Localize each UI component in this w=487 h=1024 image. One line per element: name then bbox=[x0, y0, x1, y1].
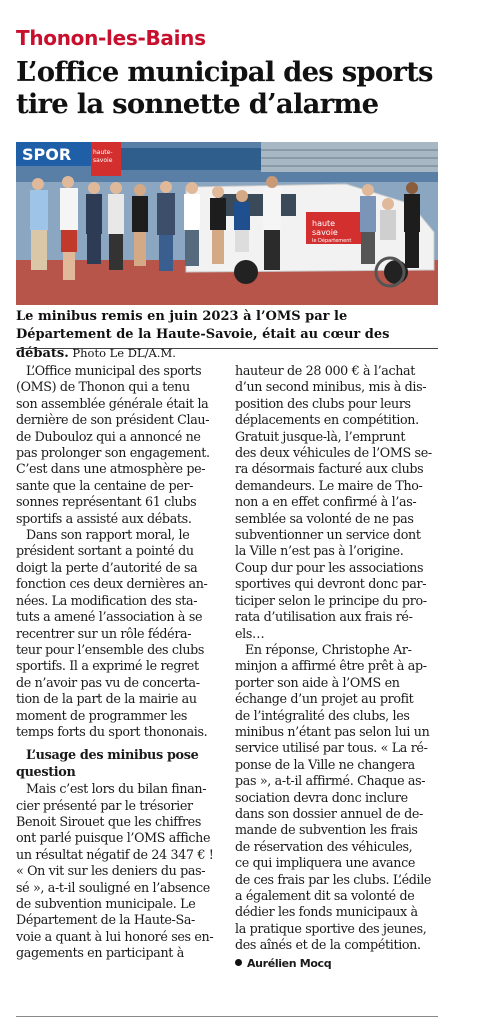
body-text-line: déplacements en compétition. bbox=[235, 412, 419, 428]
body-text-line: sé », a-t-il souligné en l’absence bbox=[16, 879, 210, 895]
body-text-line: service utilisé par tous. « La ré- bbox=[235, 740, 428, 756]
body-text-line: ticiper selon le principe du pro- bbox=[235, 592, 427, 608]
article-headline bbox=[16, 56, 476, 120]
body-text-line: voie a quant à lui honoré ses en- bbox=[16, 928, 214, 944]
body-text-line: son assemblée générale était la bbox=[16, 395, 209, 411]
photo-credit: Photo Le DL/A.M. bbox=[68, 346, 176, 360]
body-text-line: L’Office municipal des sports bbox=[26, 363, 202, 378]
section-subhead: L’usage des minibus pose bbox=[26, 748, 199, 764]
author-name: Aurélien Mocq bbox=[247, 956, 332, 970]
section-subhead: question bbox=[16, 764, 76, 780]
body-text-line: temps forts du sport thononais. bbox=[16, 723, 208, 739]
body-text-line: pas », a-t-il affirmé. Chaque as- bbox=[235, 773, 426, 789]
body-text-line: de n’avoir pas vu de concerta- bbox=[16, 674, 200, 690]
body-text-line: ponse de la Ville ne changera bbox=[235, 756, 415, 772]
body-text-line: Mais c’est lors du bilan finan- bbox=[26, 781, 207, 797]
body-text-line: els… bbox=[235, 625, 265, 641]
sign-text: savoie bbox=[93, 157, 113, 164]
body-text-line: position des clubs pour leurs bbox=[235, 395, 411, 411]
body-text-line: Benoit Sirouet que les chiffres bbox=[16, 813, 202, 829]
headline-line: L’office municipal des sports bbox=[16, 56, 433, 88]
photo-caption bbox=[16, 308, 446, 363]
body-text-line: hauteur de 28 000 € à l’achat bbox=[235, 363, 416, 378]
banner-text: SPOR bbox=[22, 145, 72, 164]
headline-line: tire la sonnette d’alarme bbox=[16, 88, 379, 120]
group-photo-illustration bbox=[16, 142, 438, 305]
body-text-line: Dans son rapport moral, le bbox=[26, 527, 190, 543]
van-text: savoie bbox=[312, 228, 338, 237]
caption-text: Le minibus remis en juin 2023 à l’OMS par le Département de la Haute-Savoie, était au cœur des débats. bbox=[16, 309, 390, 361]
paragraph-gap bbox=[16, 740, 221, 748]
body-text-line: sonnes représentant 61 clubs bbox=[16, 494, 197, 510]
body-text-line: Coup dur pour les associations bbox=[235, 559, 424, 575]
body-text-line: sportifs. Il a exprimé le regret bbox=[16, 658, 199, 674]
body-text-line: sportifs a assisté aux débats. bbox=[16, 510, 192, 526]
body-text-line: dernière de son président Clau- bbox=[16, 412, 210, 428]
body-text-line: la pratique sportive des jeunes, bbox=[235, 920, 427, 936]
body-text-line: dédier les fonds municipaux à bbox=[235, 904, 418, 920]
body-text-line: de Dubouloz qui a annoncé ne bbox=[16, 428, 201, 444]
body-text-line: doigt la perte d’autorité de sa bbox=[16, 559, 198, 575]
body-text-line: Gratuit jusque-là, l’emprunt bbox=[235, 428, 406, 444]
sign-text: haute- bbox=[93, 149, 113, 156]
body-text-line: sante que la centaine de per- bbox=[16, 477, 194, 493]
body-text-line: dans son dossier annuel de de- bbox=[235, 805, 423, 821]
body-text-line: mande de subvention les frais bbox=[235, 822, 418, 838]
body-text-line: des aînés et de la compétition. bbox=[235, 937, 421, 953]
body-text-line: rata d’utilisation aux frais ré- bbox=[235, 609, 413, 625]
body-text-line: ce qui impliquera une avance bbox=[235, 855, 415, 871]
body-text-line: de l’intégralité des clubs, les bbox=[235, 707, 410, 723]
body-text-line: porter son aide à l’OMS en bbox=[235, 674, 400, 690]
body-text-line: échange d’un projet au profit bbox=[235, 691, 414, 707]
body-text-line: président sortant a pointé du bbox=[16, 543, 194, 559]
body-text-line: minibus n’étant pas selon lui un bbox=[235, 723, 430, 739]
body-text-line: gagements en participant à bbox=[16, 945, 184, 961]
body-text-line: tion de la part de la mairie au bbox=[16, 691, 197, 707]
body-text-line: a également dit sa volonté de bbox=[235, 888, 415, 903]
body-text-line: sportives qui devront donc par- bbox=[235, 576, 427, 592]
body-text-line: de subvention municipale. Le bbox=[16, 896, 196, 911]
body-text-line: « On vit sur les deniers du pas- bbox=[16, 863, 206, 879]
body-text-line: des deux véhicules de l’OMS se- bbox=[235, 445, 432, 461]
van-text: le Département bbox=[312, 238, 352, 244]
author-byline bbox=[235, 956, 441, 972]
body-text-line: (OMS) de Thonon qui a tenu bbox=[16, 379, 190, 395]
body-text-line: tuts a amené l’association à se bbox=[16, 609, 203, 625]
body-text-line: recentrer sur un rôle fédéra- bbox=[16, 625, 192, 641]
article-bottom-rule bbox=[16, 1016, 438, 1017]
body-text-line: moment de programmer les bbox=[16, 707, 188, 723]
body-text-line: sociation devra donc inclure bbox=[235, 789, 408, 805]
section-kicker: Thonon-les-Bains bbox=[16, 26, 206, 50]
body-text-line: un résultat négatif de 24 347 € ! bbox=[16, 846, 214, 862]
body-text-line: En réponse, Christophe Ar- bbox=[245, 641, 412, 657]
body-text-line: nées. La modification des sta- bbox=[16, 592, 198, 608]
body-text-line: C’est dans une atmosphère pe- bbox=[16, 461, 206, 477]
body-column-right bbox=[235, 363, 441, 972]
body-text-line: d’un second minibus, mis à dis- bbox=[235, 379, 427, 395]
body-text-line: de ces frais par les clubs. L’édile bbox=[235, 871, 432, 887]
caption-divider bbox=[16, 348, 438, 349]
article-photo bbox=[16, 142, 438, 305]
body-text-line: semblée sa volonté de ne pas bbox=[235, 510, 414, 526]
body-text-line: subventionner un service dont bbox=[235, 527, 421, 543]
body-text-line: demandeurs. Le maire de Tho- bbox=[235, 477, 423, 493]
body-text-line: cier présenté par le trésorier bbox=[16, 797, 193, 813]
van-text: haute bbox=[312, 219, 336, 228]
body-text-line: de réservation des véhicules, bbox=[235, 838, 413, 854]
body-text-line: fonction ces deux dernières an- bbox=[16, 576, 208, 592]
body-text-line: la Ville n’est pas à l’origine. bbox=[235, 543, 404, 559]
body-text-line: Département de la Haute-Sa- bbox=[16, 912, 195, 928]
body-text-line: ra désormais facturé aux clubs bbox=[235, 461, 424, 477]
body-text-line: pas prolonger son engagement. bbox=[16, 445, 210, 461]
body-text-line: ont parlé puisque l’OMS affiche bbox=[16, 830, 211, 846]
bullet-icon bbox=[235, 959, 242, 966]
body-text-line: minjon a affirmé être prêt à ap- bbox=[235, 658, 427, 674]
body-column-left bbox=[16, 363, 221, 962]
body-text-line: non a en effet confirmé à l’as- bbox=[235, 494, 417, 510]
body-text-line: teur pour l’ensemble des clubs bbox=[16, 641, 205, 657]
